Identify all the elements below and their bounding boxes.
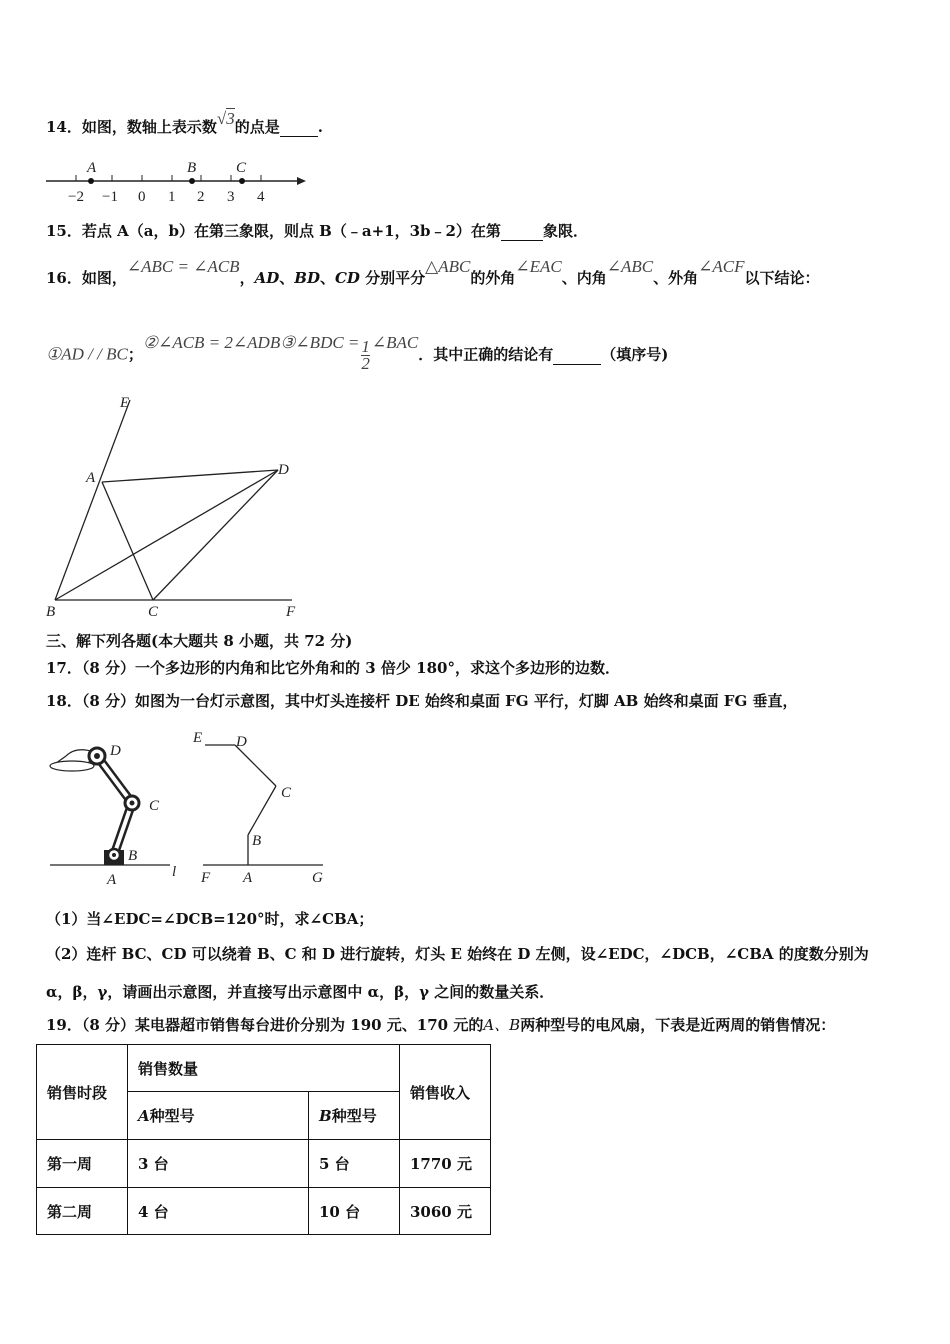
header-income: 销售收入: [400, 1045, 491, 1140]
q14-line: 14．如图，数轴上表示数√3的点是 .: [46, 109, 323, 136]
cell-income: 1770 元: [400, 1140, 491, 1188]
svg-text:D: D: [236, 734, 247, 750]
svg-text:B: B: [187, 160, 197, 176]
svg-text:B: B: [46, 604, 56, 620]
svg-text:B: B: [128, 848, 138, 864]
lamp-schematic-figure: [195, 728, 345, 888]
q15-line: 15．若点 A（a，b）在第三象限，则点 B（﹣a+1，3b﹣2）在第 象限．: [46, 222, 588, 240]
cell-period: 第一周: [37, 1140, 128, 1188]
svg-text:l: l: [172, 864, 177, 880]
svg-text:A: A: [86, 470, 96, 486]
q18-line: 18．（8 分）如图为一台灯示意图，其中灯头连接杆 DE 始终和桌面 FG 平行，灯脚 AB 始终和桌面 FG 垂直，: [46, 692, 798, 710]
q18-part2-line2: α，β，γ，请画出示意图，并直接写出示意图中 α，β，γ 之间的数量关系．: [46, 983, 555, 1001]
svg-text:4: 4: [257, 189, 265, 205]
svg-text:F: F: [201, 870, 211, 886]
svg-text:2: 2: [197, 189, 205, 205]
svg-text:A: A: [87, 160, 97, 176]
sales-table: [36, 1044, 491, 1235]
q16-line1: 16．如图，∠ABC = ∠ACB，AD、BD、CD 分别平分△ABC的外角∠EAC、内角∠ABC、外角∠ACF以下结论：: [46, 257, 820, 287]
svg-text:F: F: [286, 604, 296, 620]
q16-line2: ①AD / / BC；②∠ACB = 2∠ADB③∠BDC = $\frac{1}{2}$ ∠BAC．其中正确的结论有 （填序号): [46, 332, 669, 373]
svg-text:B: B: [252, 833, 262, 849]
svg-text:E: E: [193, 730, 203, 746]
svg-text:−1: −1: [102, 189, 118, 205]
svg-text:1: 1: [168, 189, 176, 205]
svg-text:C: C: [281, 785, 292, 801]
q19-line: 19．（8 分）某电器超市销售每台进价分别为 190 元、170 元的A、B两种型号的电风扇，下表是近两周的销售情况：: [46, 1016, 836, 1034]
header-period: 销售时段: [37, 1045, 128, 1140]
svg-text:−2: −2: [68, 189, 84, 205]
sqrt-expression: √3: [216, 109, 235, 128]
svg-text:G: G: [312, 870, 323, 886]
cell-income: 3060 元: [400, 1188, 491, 1235]
header-quantity: 销售数量: [128, 1045, 400, 1092]
q18-part2-line1: （2）连杆 BC、CD 可以绕着 B、C 和 D 进行旋转，灯头 E 始终在 D 左侧，设∠EDC，∠DCB，∠CBA 的度数分别为: [46, 945, 869, 963]
q14-answer-blank[interactable]: [280, 118, 318, 137]
cell-period: 第二周: [37, 1188, 128, 1235]
header-model-b: B种型号: [309, 1092, 400, 1140]
cell-b: 10 台: [309, 1188, 400, 1235]
cell-b: 5 台: [309, 1140, 400, 1188]
q16-answer-blank[interactable]: [553, 346, 601, 365]
cell-a: 3 台: [128, 1140, 309, 1188]
fraction: $\frac{1}{2}$: [361, 337, 370, 373]
svg-text:C: C: [149, 798, 160, 814]
svg-text:D: D: [110, 743, 121, 759]
q18-part1: （1）当∠EDC=∠DCB=120°时，求∠CBA；: [46, 910, 374, 928]
section-3-title: 三、解下列各题(本大题共 8 小题，共 72 分): [46, 632, 353, 650]
svg-text:E: E: [120, 395, 130, 411]
header-model-a: A种型号: [128, 1092, 309, 1140]
svg-text:C: C: [236, 160, 247, 176]
svg-text:A: A: [243, 870, 253, 886]
svg-text:3: 3: [227, 189, 235, 205]
table-row: [37, 1188, 491, 1235]
svg-text:C: C: [148, 604, 159, 620]
svg-text:0: 0: [138, 189, 146, 205]
q15-answer-blank[interactable]: [501, 222, 543, 241]
desk-lamp-figure: [44, 738, 194, 888]
svg-text:D: D: [278, 462, 289, 478]
table-row: [37, 1140, 491, 1188]
q16-triangle-figure: [40, 390, 310, 620]
number-line-figure: [44, 155, 314, 205]
svg-text:A: A: [107, 872, 117, 888]
cell-a: 4 台: [128, 1188, 309, 1235]
q17-line: 17．（8 分）一个多边形的内角和比它外角和的 3 倍少 180°，求这个多边形的边数．: [46, 659, 620, 677]
